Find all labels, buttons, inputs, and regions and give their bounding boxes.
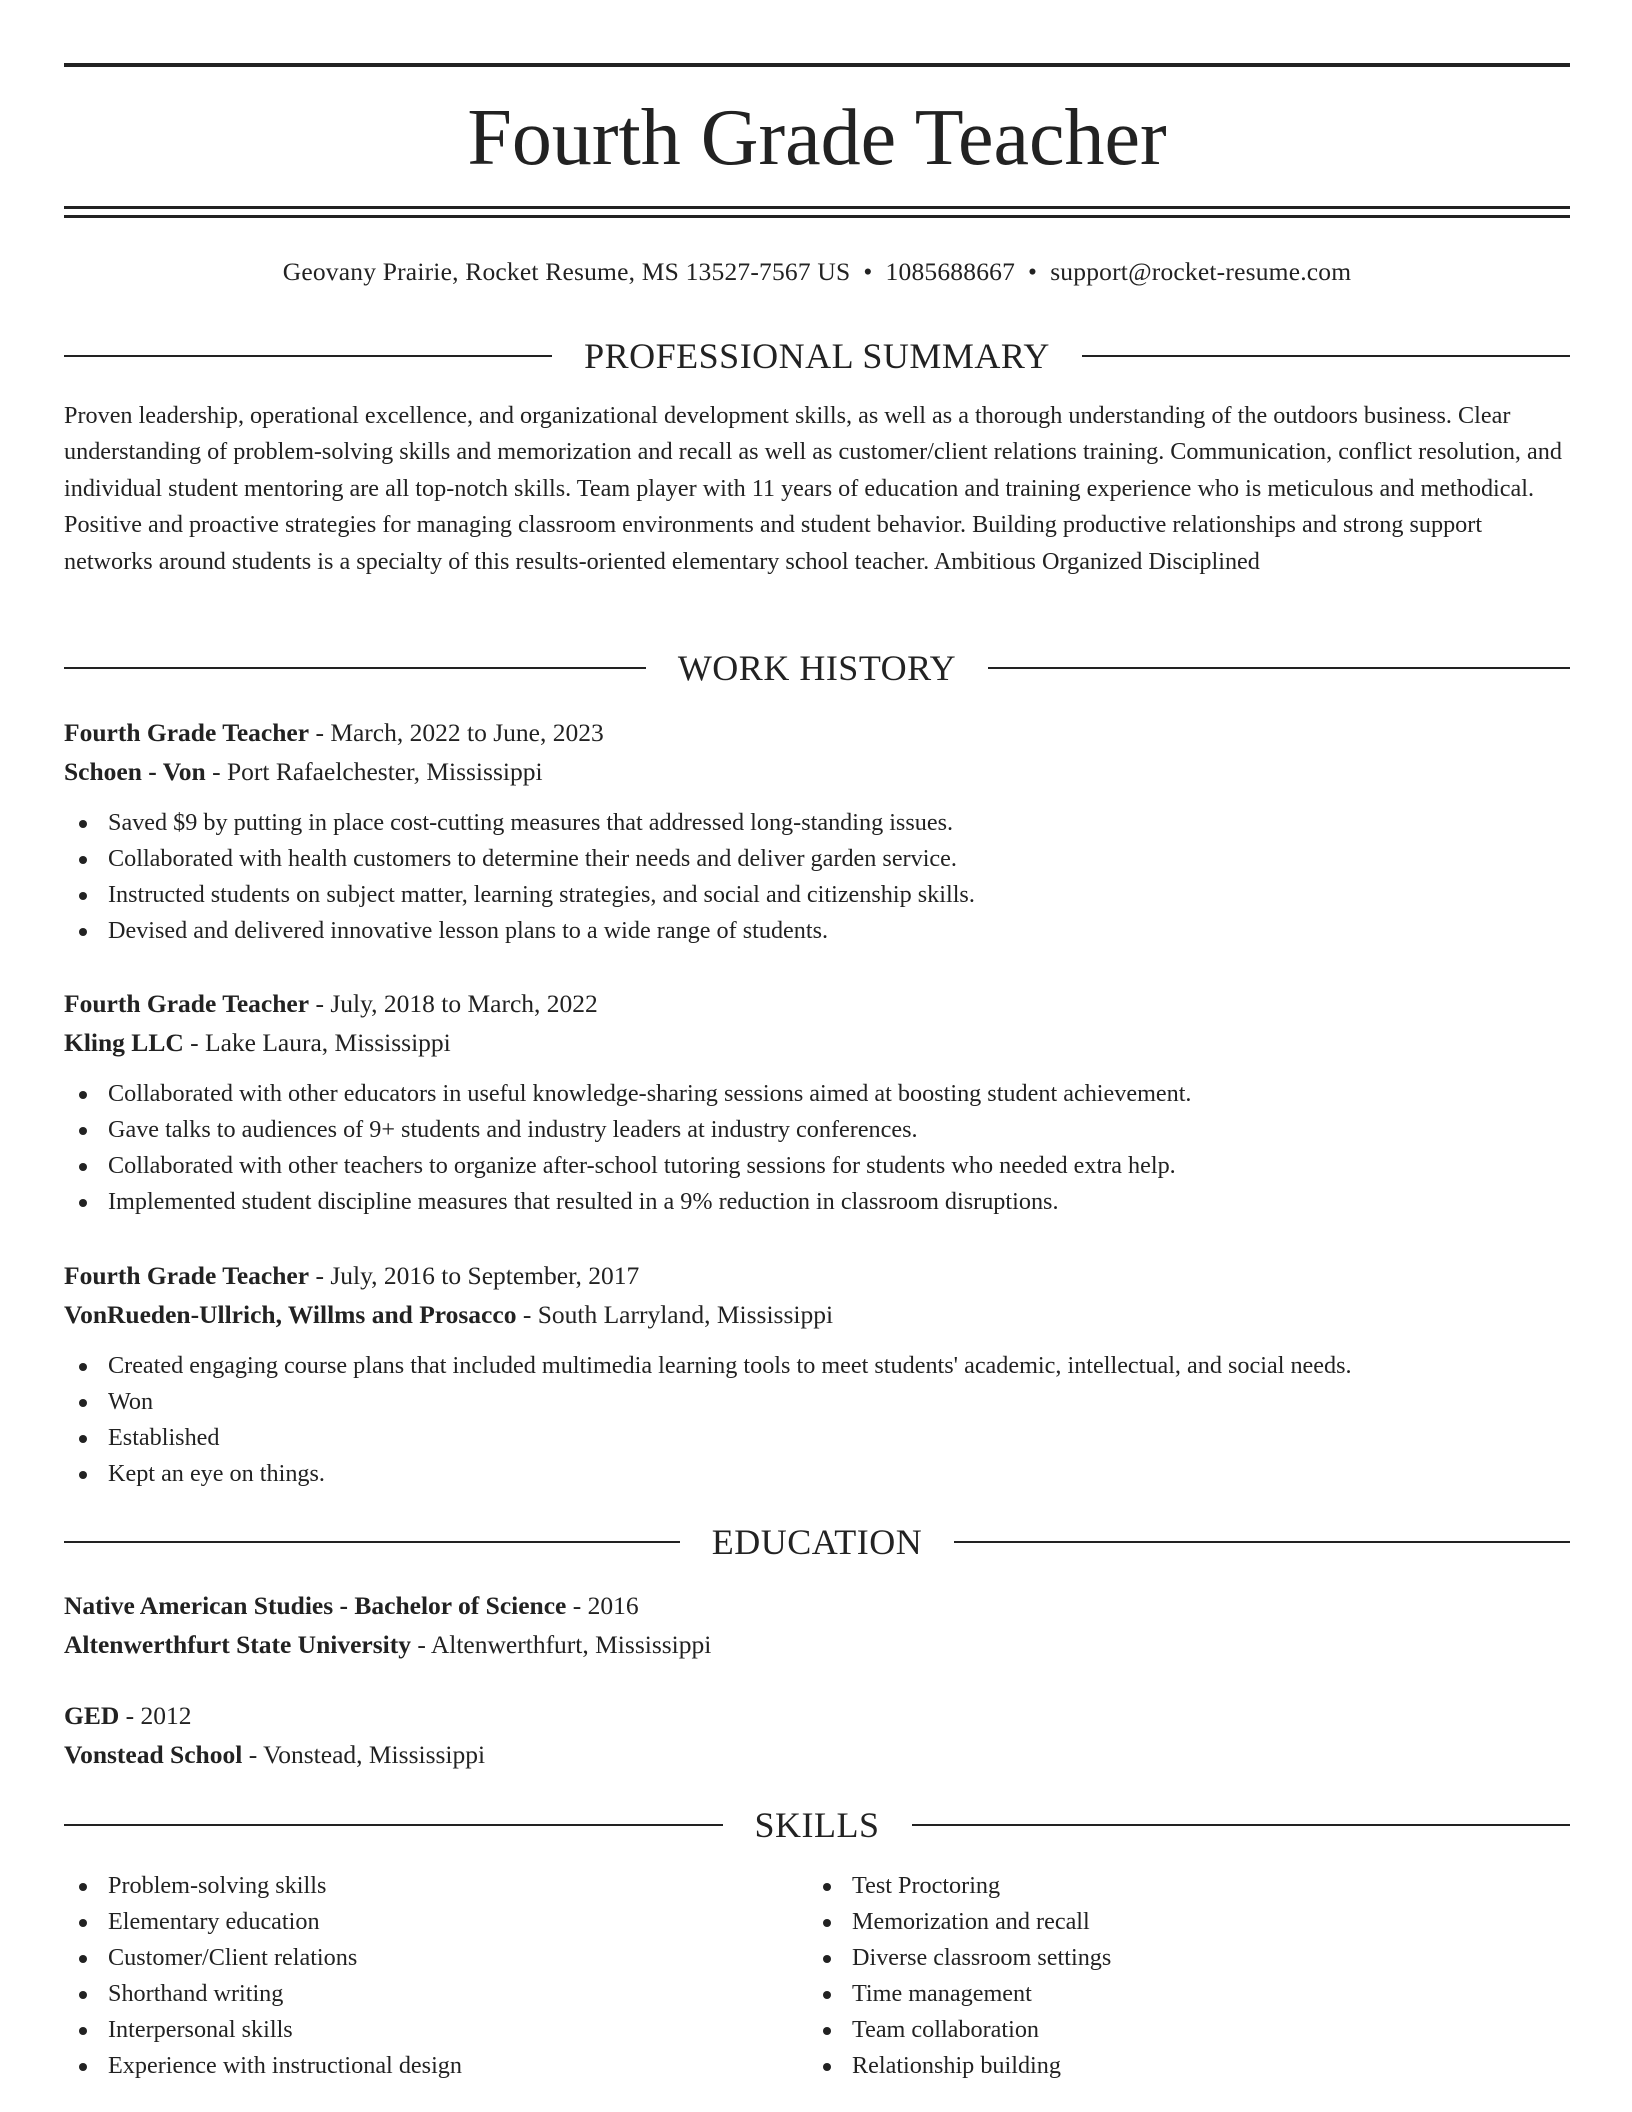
bullet-icon [79,1883,87,1891]
summary-heading-label: PROFESSIONAL SUMMARY [584,336,1050,376]
bullet-icon [79,1127,87,1135]
school: Vonstead School [64,1740,243,1769]
list-item-text: Implemented student discipline measures that resulted in a 9% reduction in classroom disruptions. [108,1188,1059,1215]
job-dates: - March, 2022 to June, 2023 [309,718,604,747]
job-title-line [64,1256,1570,1295]
list-item [64,1384,1570,1420]
skill-text: Problem-solving skills [108,1872,327,1899]
list-item-text: Gave talks to audiences of 9+ students and industry leaders at industry conferences. [108,1116,918,1143]
heading-rule-left [64,667,646,669]
skills-column-left [64,1868,804,2084]
job-entry [64,984,1570,1220]
job-entry [64,713,1570,949]
degree: GED [64,1701,120,1730]
list-item [808,2012,1548,2048]
bullet-icon [79,1091,87,1099]
heading-rule-left [64,1824,723,1826]
list-item-text: Instructed students on subject matter, learning strategies, and social and citizenship skills. [108,881,975,908]
bullet-icon [79,1955,87,1963]
skills-list [808,1868,1548,2084]
title-rule-lower [64,215,1570,218]
skills-list [64,1868,804,2084]
list-item [808,1940,1548,1976]
list-item-text: Collaborated with other teachers to organize after-school tutoring sessions for students who needed extra help. [108,1152,1176,1179]
skill-text: Interpersonal skills [108,2016,293,2043]
education-entry [64,1696,1570,1774]
heading-rule-left [64,1541,680,1543]
list-item [64,841,1570,877]
list-item-text: Created engaging course plans that included multimedia learning tools to meet students' academic, intellectual, and social needs. [108,1352,1352,1379]
job-company-line [64,1023,1570,1062]
bullet-icon [79,1399,87,1407]
bullet-icon [823,1883,831,1891]
degree-line [64,1586,1570,1625]
list-item [64,1112,1570,1148]
list-item-text: Devised and delivered innovative lesson plans to a wide range of students. [108,917,829,944]
bullet-icon [79,892,87,900]
job-location: - Port Rafaelchester, Mississippi [205,757,543,786]
list-item-text: Collaborated with health customers to determine their needs and deliver garden service. [108,845,957,872]
bullet-icon [823,1991,831,1999]
job-title: Fourth Grade Teacher [64,1261,310,1290]
bullet-icon [79,1363,87,1371]
job-bullets [64,1076,1570,1220]
list-item-text: Established [108,1424,220,1451]
list-item [64,1420,1570,1456]
list-item [64,1940,804,1976]
job-location: - Lake Laura, Mississippi [183,1028,451,1057]
list-item [64,1348,1570,1384]
job-company: VonRueden-Ullrich, Willms and Prosacco [64,1300,517,1329]
contact-address: Geovany Prairie, Rocket Resume, MS 13527-7567 US [282,257,851,286]
top-rule [64,63,1570,67]
degree-year: - 2012 [119,1701,192,1730]
bullet-icon [823,1955,831,1963]
contact-separator: • [1028,257,1038,286]
job-company-line [64,752,1570,791]
list-item [64,877,1570,913]
school: Altenwerthfurt State University [64,1630,412,1659]
job-dates: - July, 2018 to March, 2022 [309,989,598,1018]
job-entry [64,1256,1570,1492]
bullet-icon [79,928,87,936]
education-entry [64,1586,1570,1664]
bullet-icon [823,1919,831,1927]
heading-rule-right [1082,355,1570,357]
heading-rule-right [988,667,1570,669]
bullet-icon [823,2027,831,2035]
skill-text: Diverse classroom settings [852,1944,1112,1971]
list-item [808,1904,1548,1940]
education-heading-label: EDUCATION [711,1522,923,1562]
job-bullets [64,1348,1570,1492]
work-history-heading-label: WORK HISTORY [677,648,957,688]
education-heading [64,1516,1570,1568]
skills-heading [64,1799,1570,1851]
list-item [64,913,1570,949]
bullet-icon [79,856,87,864]
bullet-icon [79,820,87,828]
skills-column-right [808,1868,1548,2084]
skills-heading-label: SKILLS [754,1805,880,1845]
job-dates: - July, 2016 to September, 2017 [309,1261,640,1290]
skill-text: Relationship building [852,2052,1061,2079]
school-line [64,1625,1570,1664]
list-item [64,2048,804,2084]
resume-title: Fourth Grade Teacher [467,94,1167,182]
skill-text: Time management [852,1980,1032,2007]
list-item [64,1904,804,1940]
skill-text: Test Proctoring [852,1872,1001,1899]
heading-rule-right [954,1541,1570,1543]
list-item [64,1456,1570,1492]
degree-year: - 2016 [566,1591,639,1620]
skill-text: Shorthand writing [108,1980,284,2007]
job-location: - South Larryland, Mississippi [516,1300,834,1329]
contact-phone: 1085688667 [885,257,1016,286]
title-rule-upper [64,206,1570,209]
bullet-icon [823,2063,831,2071]
job-title: Fourth Grade Teacher [64,989,310,1018]
list-item-text: Won [108,1388,154,1415]
job-title-line [64,984,1570,1023]
bullet-icon [79,1435,87,1443]
heading-rule-left [64,355,552,357]
skill-text: Memorization and recall [852,1908,1090,1935]
skill-text: Elementary education [108,1908,320,1935]
job-bullets [64,805,1570,949]
list-item [64,1976,804,2012]
list-item [64,1076,1570,1112]
school-location: - Altenwerthfurt, Mississippi [411,1630,712,1659]
bullet-icon [79,1471,87,1479]
bullet-icon [79,1163,87,1171]
job-company: Kling LLC [64,1028,184,1057]
job-title: Fourth Grade Teacher [64,718,310,747]
degree: Native American Studies - Bachelor of Science [64,1591,567,1620]
list-item [64,1184,1570,1220]
bullet-icon [79,1991,87,1999]
skill-text: Experience with instructional design [108,2052,462,2079]
list-item [808,1868,1548,1904]
summary-text: Proven leadership, operational excellence, and organizational development skills, as well as a thorough understanding of the outdoors business. Clear understanding of problem-solving skills and memorization and recall as well as customer/client relations training. Communication, conflict resolution, and individual student mentoring are all top-notch skills. Team player with 11 years of education and training experience who is meticulous and methodical. Positive and proactive strategies for managing classroom environments and student behavior. Building productive relationships and strong support networks around students is a specialty of this results-oriented elementary school teacher. Ambitious Organized Disciplined [64,402,1562,575]
list-item [64,1148,1570,1184]
bullet-icon [79,2027,87,2035]
degree-line [64,1696,1570,1735]
list-item [64,1868,804,1904]
contact-email: support@rocket-resume.com [1050,257,1352,286]
list-item [64,2012,804,2048]
job-title-line [64,713,1570,752]
job-company: Schoen - Von [64,757,206,786]
school-location: - Vonstead, Mississippi [242,1740,486,1769]
contact-line [64,252,1570,292]
list-item [64,805,1570,841]
summary-heading [64,330,1570,382]
school-line [64,1735,1570,1774]
contact-separator: • [863,257,873,286]
skill-text: Team collaboration [852,2016,1040,2043]
list-item-text: Kept an eye on things. [108,1460,325,1487]
job-company-line [64,1295,1570,1334]
heading-rule-right [912,1824,1571,1826]
list-item-text: Collaborated with other educators in useful knowledge-sharing sessions aimed at boosting student achievement. [108,1080,1192,1107]
skill-text: Customer/Client relations [108,1944,358,1971]
bullet-icon [79,2063,87,2071]
list-item [808,1976,1548,2012]
list-item [808,2048,1548,2084]
bullet-icon [79,1919,87,1927]
work-history-heading [64,642,1570,694]
list-item-text: Saved $9 by putting in place cost-cutting measures that addressed long-standing issues. [108,809,954,836]
bullet-icon [79,1199,87,1207]
